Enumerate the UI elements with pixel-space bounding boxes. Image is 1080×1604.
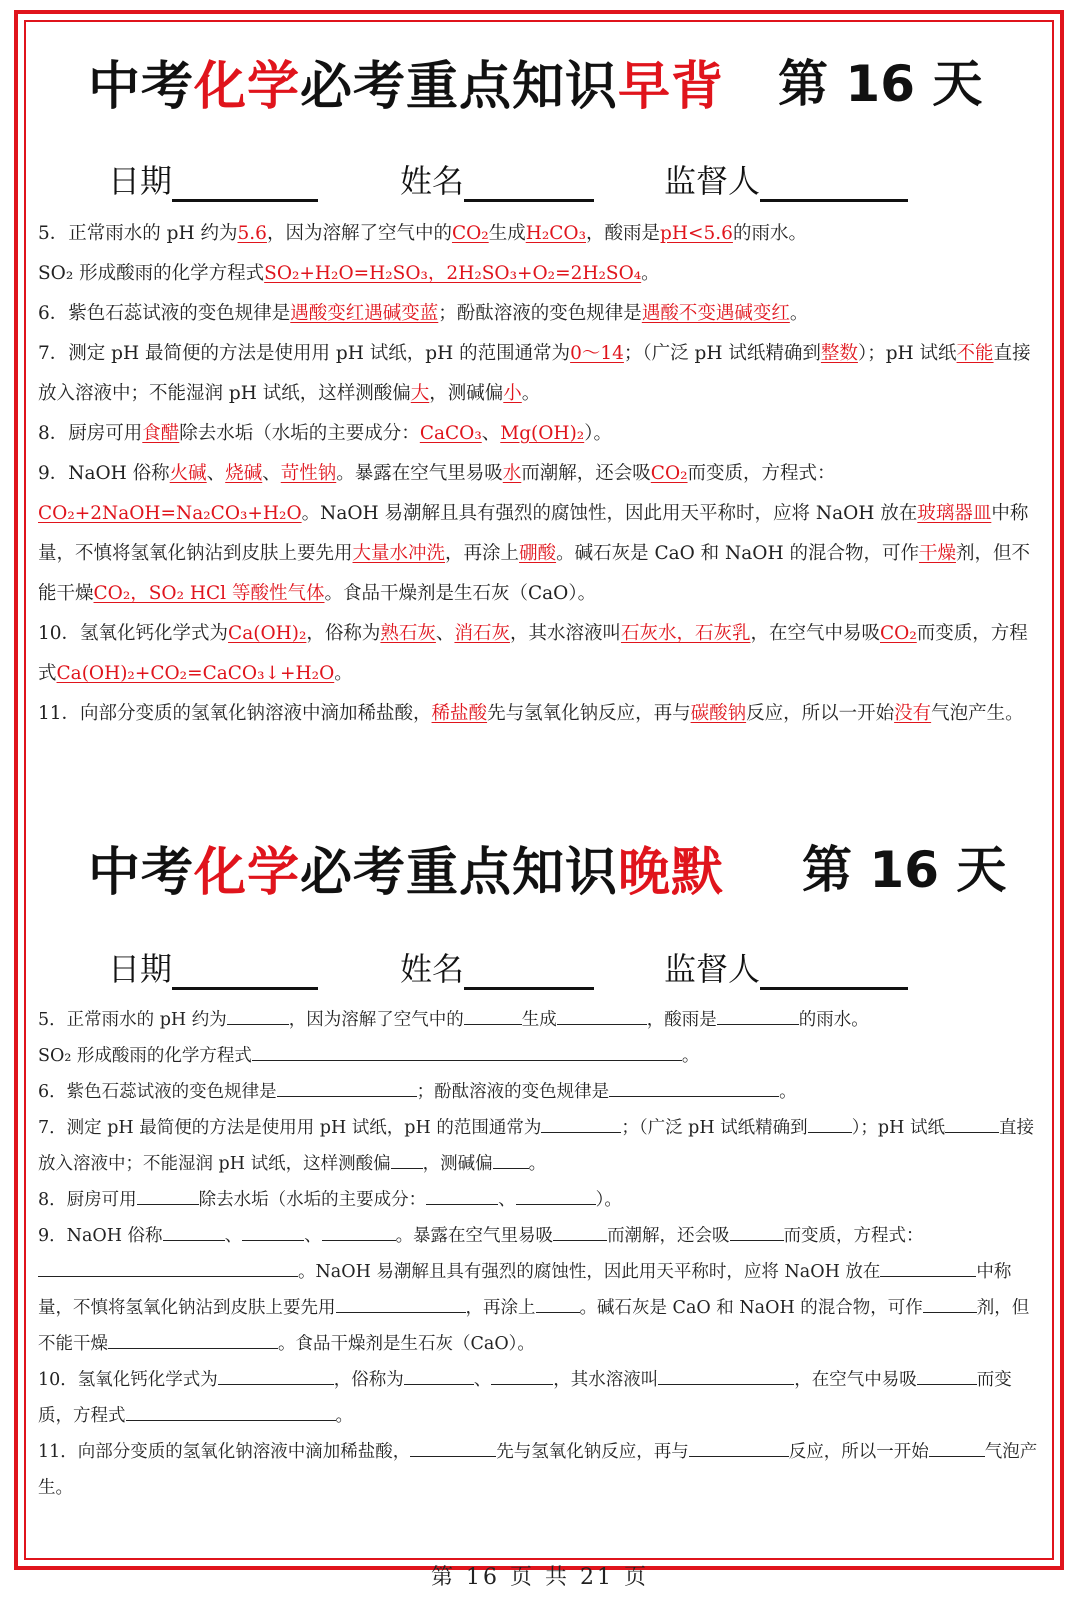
question-text: SO₂ 形成酸雨的化学方程式: [38, 1046, 252, 1066]
answer-text: CO₂，SO₂ HCl 等酸性气体: [93, 583, 325, 604]
am-date-field[interactable]: [108, 156, 318, 202]
pm-q11: [38, 1434, 1038, 1506]
question-text: 先与氢氧化钠反应，再与: [487, 703, 691, 724]
blank[interactable]: [880, 1256, 976, 1277]
question-text: SO₂ 形成酸雨的化学方程式: [38, 263, 265, 284]
am-meta: [0, 156, 1080, 216]
pm-q8: [38, 1182, 1038, 1218]
am-header: [0, 44, 1080, 124]
question-text: 中称量，不慎将氢氧化钠沾到皮肤上要先用: [38, 1262, 1012, 1318]
answer-text: Ca(OH)₂: [228, 623, 307, 644]
blank[interactable]: [493, 1148, 529, 1169]
blank[interactable]: [108, 1328, 278, 1349]
question-text: 5．正常雨水的 pH 约为: [38, 1010, 227, 1030]
question-text: 。: [521, 383, 541, 404]
question-text: 。碱石灰是 CaO 和 NaOH 的混合物，可作: [579, 1298, 923, 1318]
question-text: 。食品干燥剂是生石灰（CaO）。: [278, 1334, 535, 1354]
question-text: ，因为溶解了空气中的: [288, 1010, 464, 1030]
question-text: 11．向部分变质的氢氧化钠溶液中滴加稀盐酸，: [38, 1442, 411, 1462]
blank[interactable]: [336, 1292, 466, 1313]
answer-text: 遇酸不变遇碱变红: [641, 303, 790, 324]
question-text: ，在空气中易吸: [750, 623, 880, 644]
pm-title-part: 必考重点知识: [300, 843, 619, 903]
question-text: 、: [206, 463, 226, 484]
question-text: 。暴露在空气里易吸: [336, 463, 503, 484]
page-footer: 第 16 页 共 21 页: [431, 1565, 649, 1590]
blank[interactable]: [541, 1112, 621, 1133]
blank[interactable]: [137, 1184, 199, 1205]
blank[interactable]: [658, 1364, 794, 1385]
pm-date-field[interactable]: [108, 944, 318, 990]
question-text: 8．厨房可用: [38, 423, 143, 444]
answer-text: SO₂+H₂O=H₂SO₃，2H₂SO₃+O₂=2H₂SO₄: [264, 263, 642, 284]
question-text: ）；pH 试纸: [851, 1118, 945, 1138]
blank[interactable]: [322, 1220, 396, 1241]
blank[interactable]: [163, 1220, 225, 1241]
blank[interactable]: [404, 1364, 474, 1385]
blank[interactable]: [536, 1292, 580, 1313]
question-text: ；酚酞溶液的变色规律是: [416, 1082, 610, 1102]
question-text: 反应，所以一开始: [746, 703, 895, 724]
am-name-field[interactable]: [400, 156, 594, 202]
pm-q10: [38, 1362, 1038, 1434]
blank[interactable]: [609, 1076, 779, 1097]
pm-supervisor-field[interactable]: [664, 944, 908, 990]
answer-text: 不能: [956, 343, 994, 364]
am-q10: [38, 614, 1038, 694]
question-text: 反应，所以一开始: [788, 1442, 929, 1462]
question-text: ，在空气中易吸: [794, 1370, 917, 1390]
pm-q5a: [38, 1002, 1038, 1038]
question-text: 、: [481, 423, 501, 444]
question-text: 。: [334, 663, 353, 684]
am-q8: [38, 414, 1038, 454]
question-text: ，测碱偏: [429, 383, 504, 404]
answer-text: 没有: [894, 703, 932, 724]
pm-content: [38, 1002, 1038, 1506]
answer-text: 大量水冲洗: [352, 543, 446, 564]
pm-day: 第 16 天: [802, 841, 1007, 899]
question-text: ）；pH 试纸: [857, 343, 957, 364]
blank[interactable]: [218, 1364, 334, 1385]
question-text: ，其水溶液叫: [553, 1370, 659, 1390]
am-day: 第 16 天: [778, 55, 983, 113]
answer-text: 小: [503, 383, 522, 404]
question-text: ，俗称为: [333, 1370, 404, 1390]
question-text: 直接放入溶液中；不能湿润 pH 试纸，这样测酸偏: [38, 343, 1031, 404]
question-text: 气泡产生。: [38, 1442, 1038, 1498]
question-text: ，酸雨是: [586, 223, 661, 244]
question-text: ，因为溶解了空气中的: [266, 223, 452, 244]
question-text: 而潮解，还会吸: [521, 463, 651, 484]
answer-text: 水: [502, 463, 522, 484]
blank[interactable]: [252, 1040, 682, 1061]
blank[interactable]: [426, 1184, 498, 1205]
blank[interactable]: [557, 1004, 647, 1025]
question-text: 10．氢氧化钙化学式为: [38, 623, 229, 644]
question-text: 而变质，方程式: [38, 623, 1028, 684]
answer-text: 0～14: [570, 343, 624, 364]
answer-text: Mg(OH)₂: [500, 423, 585, 444]
question-text: 生成: [521, 1010, 557, 1030]
question-text: 、: [473, 1370, 492, 1390]
question-text: 。NaOH 易潮解且具有强烈的腐蚀性，因此用天平称时，应将 NaOH 放在: [298, 1262, 881, 1282]
answer-text: CO₂: [451, 223, 489, 244]
question-text: 直接放入溶液中；不能湿润 pH 试纸，这样测酸偏: [38, 1118, 1034, 1174]
question-text: 气泡产生。: [931, 703, 1024, 724]
supervisor-line: [760, 951, 908, 990]
question-text: ，其水溶液叫: [509, 623, 621, 644]
blank[interactable]: [917, 1364, 977, 1385]
answer-text: 火碱: [169, 463, 207, 484]
question-text: 8．厨房可用: [38, 1190, 137, 1210]
question-text: 中称量，不慎将氢氧化钠沾到皮肤上要先用: [38, 503, 1029, 564]
question-text: ，酸雨是: [646, 1010, 717, 1030]
pm-q9: [38, 1218, 1038, 1362]
question-text: 。: [641, 263, 660, 284]
answer-text: 大: [410, 383, 430, 404]
question-text: 5．正常雨水的 pH 约为: [38, 223, 238, 244]
question-text: 而变质，方程式：: [687, 463, 836, 484]
pm-name-field[interactable]: [400, 944, 594, 990]
question-text: 。碱石灰是 CaO 和 NaOH 的混合物，可作: [556, 543, 919, 564]
question-text: 。食品干燥剂是生石灰（CaO）。: [324, 583, 597, 604]
am-title-part: 必考重点知识: [300, 57, 619, 117]
question-text: ）。: [584, 423, 612, 444]
question-text: 的雨水。: [732, 223, 807, 244]
question-text: 7．测定 pH 最简便的方法是使用用 pH 试纸，pH 的范围通常为: [38, 343, 571, 364]
question-text: 、: [224, 1226, 243, 1246]
blank[interactable]: [553, 1220, 607, 1241]
answer-text: 烧碱: [225, 463, 263, 484]
name-line: [464, 951, 594, 990]
question-text: 而变质，方程式: [38, 1370, 1012, 1426]
question-text: 除去水垢（水垢的主要成分：: [198, 1190, 427, 1210]
answer-text: 干燥: [918, 543, 956, 564]
question-text: 11．向部分变质的氢氧化钠溶液中滴加稀盐酸，: [38, 703, 432, 724]
date-line: [172, 163, 318, 202]
answer-text: 熟石灰: [380, 623, 436, 644]
question-text: 、: [304, 1226, 322, 1246]
blank[interactable]: [491, 1364, 553, 1385]
am-content: [38, 214, 1038, 734]
blank[interactable]: [126, 1400, 336, 1421]
question-text: 9．NaOH 俗称: [38, 1226, 163, 1246]
question-text: 剂，但不能干燥: [38, 543, 1030, 604]
name-line: [464, 163, 594, 202]
question-text: ，俗称为: [306, 623, 381, 644]
am-q9: [38, 454, 1038, 614]
pm-q5b: [38, 1038, 1038, 1074]
pm-title-highlight: 晚默: [618, 843, 725, 903]
question-text: ；酚酞溶液的变色规律是: [438, 303, 642, 324]
answer-text: 稀盐酸: [431, 703, 488, 724]
question-text: 9．NaOH 俗称: [38, 463, 170, 484]
question-text: 。: [779, 1082, 797, 1102]
blank[interactable]: [38, 1256, 298, 1277]
blank[interactable]: [242, 1220, 304, 1241]
question-text: 6．紫色石蕊试液的变色规律是: [38, 303, 291, 324]
blank[interactable]: [717, 1004, 799, 1025]
blank[interactable]: [410, 1436, 496, 1457]
question-text: 6．紫色石蕊试液的变色规律是: [38, 1082, 277, 1102]
answer-text: CO₂+2NaOH=Na₂CO₃+H₂O: [38, 503, 302, 524]
pm-title-part: 中考: [88, 843, 195, 903]
question-text: 。: [789, 303, 809, 324]
answer-text: 碳酸钠: [690, 703, 747, 724]
supervisor-label: 监督人: [664, 950, 761, 988]
blank[interactable]: [808, 1112, 852, 1133]
question-text: ；（广泛 pH 试纸精确到: [623, 343, 821, 364]
blank[interactable]: [923, 1292, 977, 1313]
question-text: 、: [262, 463, 281, 484]
question-text: ；（广泛 pH 试纸精确到: [621, 1118, 808, 1138]
answer-text: CO₂: [650, 463, 688, 484]
am-q5a: [38, 214, 1038, 254]
blank[interactable]: [730, 1220, 784, 1241]
question-text: 而变质，方程式：: [783, 1226, 924, 1246]
answer-text: 消石灰: [454, 623, 510, 644]
answer-text: H₂CO₃: [525, 223, 587, 244]
answer-text: 玻璃器皿: [917, 503, 992, 524]
question-text: 10．氢氧化钙化学式为: [38, 1370, 218, 1390]
am-title: [88, 44, 724, 119]
blank[interactable]: [464, 1004, 522, 1025]
blank[interactable]: [277, 1076, 417, 1097]
question-text: 除去水垢（水垢的主要成分：: [179, 423, 420, 444]
answer-text: Ca(OH)₂+CO₂=CaCO₃↓+H₂O: [56, 663, 335, 684]
pm-title-highlight: 化学: [194, 843, 301, 903]
answer-text: 整数: [820, 343, 858, 364]
question-text: 先与氢氧化钠反应，再与: [496, 1442, 689, 1462]
date-label: 日期: [108, 162, 173, 200]
answer-text: 石灰水，石灰乳: [620, 623, 751, 644]
supervisor-label: 监督人: [664, 162, 761, 200]
question-text: 。: [528, 1154, 547, 1174]
blank[interactable]: [689, 1436, 789, 1457]
am-q5b: [38, 254, 1038, 294]
question-text: ）。: [595, 1190, 622, 1210]
question-text: 剂，但不能干燥: [38, 1298, 1030, 1354]
pm-q6: [38, 1074, 1038, 1110]
question-text: 。NaOH 易潮解且具有强烈的腐蚀性，因此用天平称时，应将 NaOH 放在: [301, 503, 918, 524]
blank[interactable]: [391, 1148, 423, 1169]
answer-text: CO₂: [880, 623, 917, 644]
am-title-highlight: 化学: [194, 57, 301, 117]
question-text: ，再涂上: [465, 1298, 536, 1318]
question-text: 。: [681, 1046, 700, 1066]
date-line: [172, 951, 318, 990]
am-title-part: 中考: [88, 57, 195, 117]
answer-text: 遇酸变红遇碱变蓝: [290, 303, 439, 324]
name-label: 姓名: [400, 162, 465, 200]
answer-text: 苛性钠: [280, 463, 337, 484]
blank[interactable]: [929, 1436, 985, 1457]
am-title-highlight: 早背: [618, 57, 725, 117]
answer-text: CaCO₃: [419, 423, 482, 444]
question-text: 。暴露在空气里易吸: [395, 1226, 554, 1246]
supervisor-line: [760, 163, 908, 202]
am-supervisor-field[interactable]: [664, 156, 908, 202]
question-text: 7．测定 pH 最简便的方法是使用用 pH 试纸，pH 的范围通常为: [38, 1118, 542, 1138]
pm-title: [88, 830, 724, 905]
pm-header: [0, 830, 1080, 910]
answer-text: 食醋: [142, 423, 180, 444]
date-label: 日期: [108, 950, 173, 988]
answer-text: pH<5.6: [660, 223, 733, 244]
question-text: 生成: [488, 223, 526, 244]
name-label: 姓名: [400, 950, 465, 988]
pm-q7: [38, 1110, 1038, 1182]
question-text: 、: [498, 1190, 516, 1210]
am-q6: [38, 294, 1038, 334]
blank[interactable]: [227, 1004, 289, 1025]
question-text: 而潮解，还会吸: [607, 1226, 730, 1246]
question-text: 。: [335, 1406, 353, 1426]
question-text: ，测碱偏: [422, 1154, 493, 1174]
question-text: 、: [435, 623, 455, 644]
answer-text: 5.6: [237, 223, 267, 244]
pm-meta: [0, 944, 1080, 1004]
am-q11: [38, 694, 1038, 734]
blank[interactable]: [516, 1184, 596, 1205]
answer-text: 硼酸: [519, 543, 557, 564]
blank[interactable]: [945, 1112, 999, 1133]
question-text: ，再涂上: [445, 543, 520, 564]
am-q7: [38, 334, 1038, 414]
question-text: 的雨水。: [798, 1010, 869, 1030]
